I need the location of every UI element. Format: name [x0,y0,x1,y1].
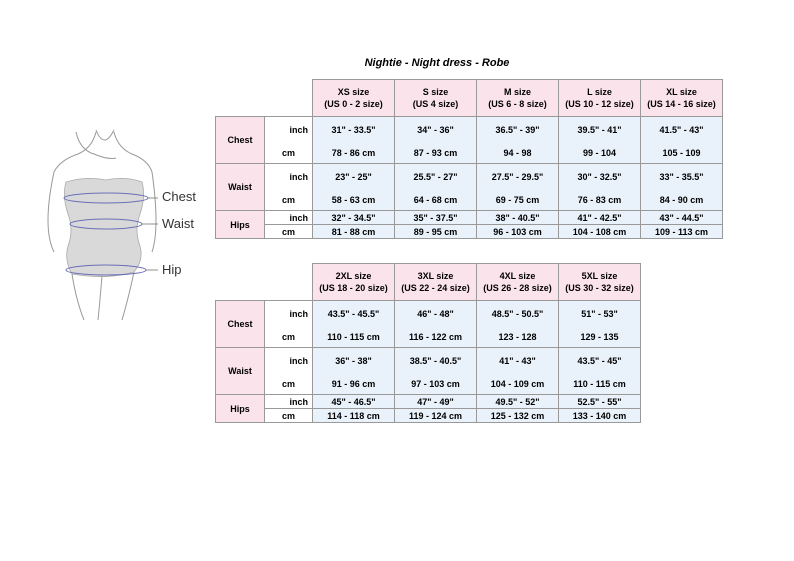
size-header-xs: XS size (US 0 - 2 size) [313,80,395,117]
figure-label-waist: Waist [162,216,195,231]
size-header-5xl: 5XL size (US 30 - 32 size) [559,264,641,301]
measurement-label-waist: Waist [216,348,265,395]
table-row: Hips inch 45" - 46.5" 47" - 49" 49.5" - 52" 52.5" - 55" [216,395,641,409]
figure-label-chest: Chest [162,189,196,204]
table-row: Chest inch 31" - 33.5" 34" - 36" 36.5" - 39" 39.5" - 41" 41.5" - 43" [216,117,723,143]
table-row: Waist inch 36" - 38" 38.5" - 40.5" 41" - 43" 43.5" - 45" [216,348,641,374]
measurement-label-waist: Waist [216,164,265,211]
size-header-3xl: 3XL size (US 22 - 24 size) [395,264,477,301]
size-header-s: S size (US 4 size) [395,80,477,117]
measurement-label-hips: Hips [216,211,265,239]
table-row: cm 110 - 115 cm 116 - 122 cm 123 - 128 129 - 135 [216,327,641,348]
size-header-2xl: 2XL size (US 18 - 20 size) [313,264,395,301]
table-row: cm 91 - 96 cm 97 - 103 cm 104 - 109 cm 110 - 115 cm [216,374,641,395]
size-header-m: M size (US 6 - 8 size) [477,80,559,117]
page-title: Nightie - Night dress - Robe [364,57,510,69]
table-row: cm 81 - 88 cm 89 - 95 cm 96 - 103 cm 104 - 108 cm 109 - 113 cm [216,225,723,239]
measurement-label-hips: Hips [216,395,265,423]
size-table-2 [215,263,641,423]
table-row: Chest inch 43.5" - 45.5" 46" - 48" 48.5" - 50.5" 51" - 53" [216,301,641,327]
table-row: cm 58 - 63 cm 64 - 68 cm 69 - 75 cm 76 - 83 cm 84 - 90 cm [216,190,723,211]
table-row: Waist inch 23" - 25" 25.5" - 27" 27.5" - 29.5" 30" - 32.5" 33" - 35.5" [216,164,723,190]
size-header-4xl: 4XL size (US 26 - 28 size) [477,264,559,301]
size-header-xl: XL size (US 14 - 16 size) [641,80,723,117]
measurement-label-chest: Chest [216,301,265,348]
measurement-label-chest: Chest [216,117,265,164]
figure-label-hip: Hip [162,262,182,277]
table-row: Hips inch 32" - 34.5" 35" - 37.5" 38" - 40.5" 41" - 42.5" 43" - 44.5" [216,211,723,225]
table-row: cm 78 - 86 cm 87 - 93 cm 94 - 98 99 - 104 105 - 109 [216,143,723,164]
table-row: cm 114 - 118 cm 119 - 124 cm 125 - 132 cm 133 - 140 cm [216,409,641,423]
size-table-1 [215,79,723,239]
body-figure [36,120,216,320]
size-header-l: L size (US 10 - 12 size) [559,80,641,117]
